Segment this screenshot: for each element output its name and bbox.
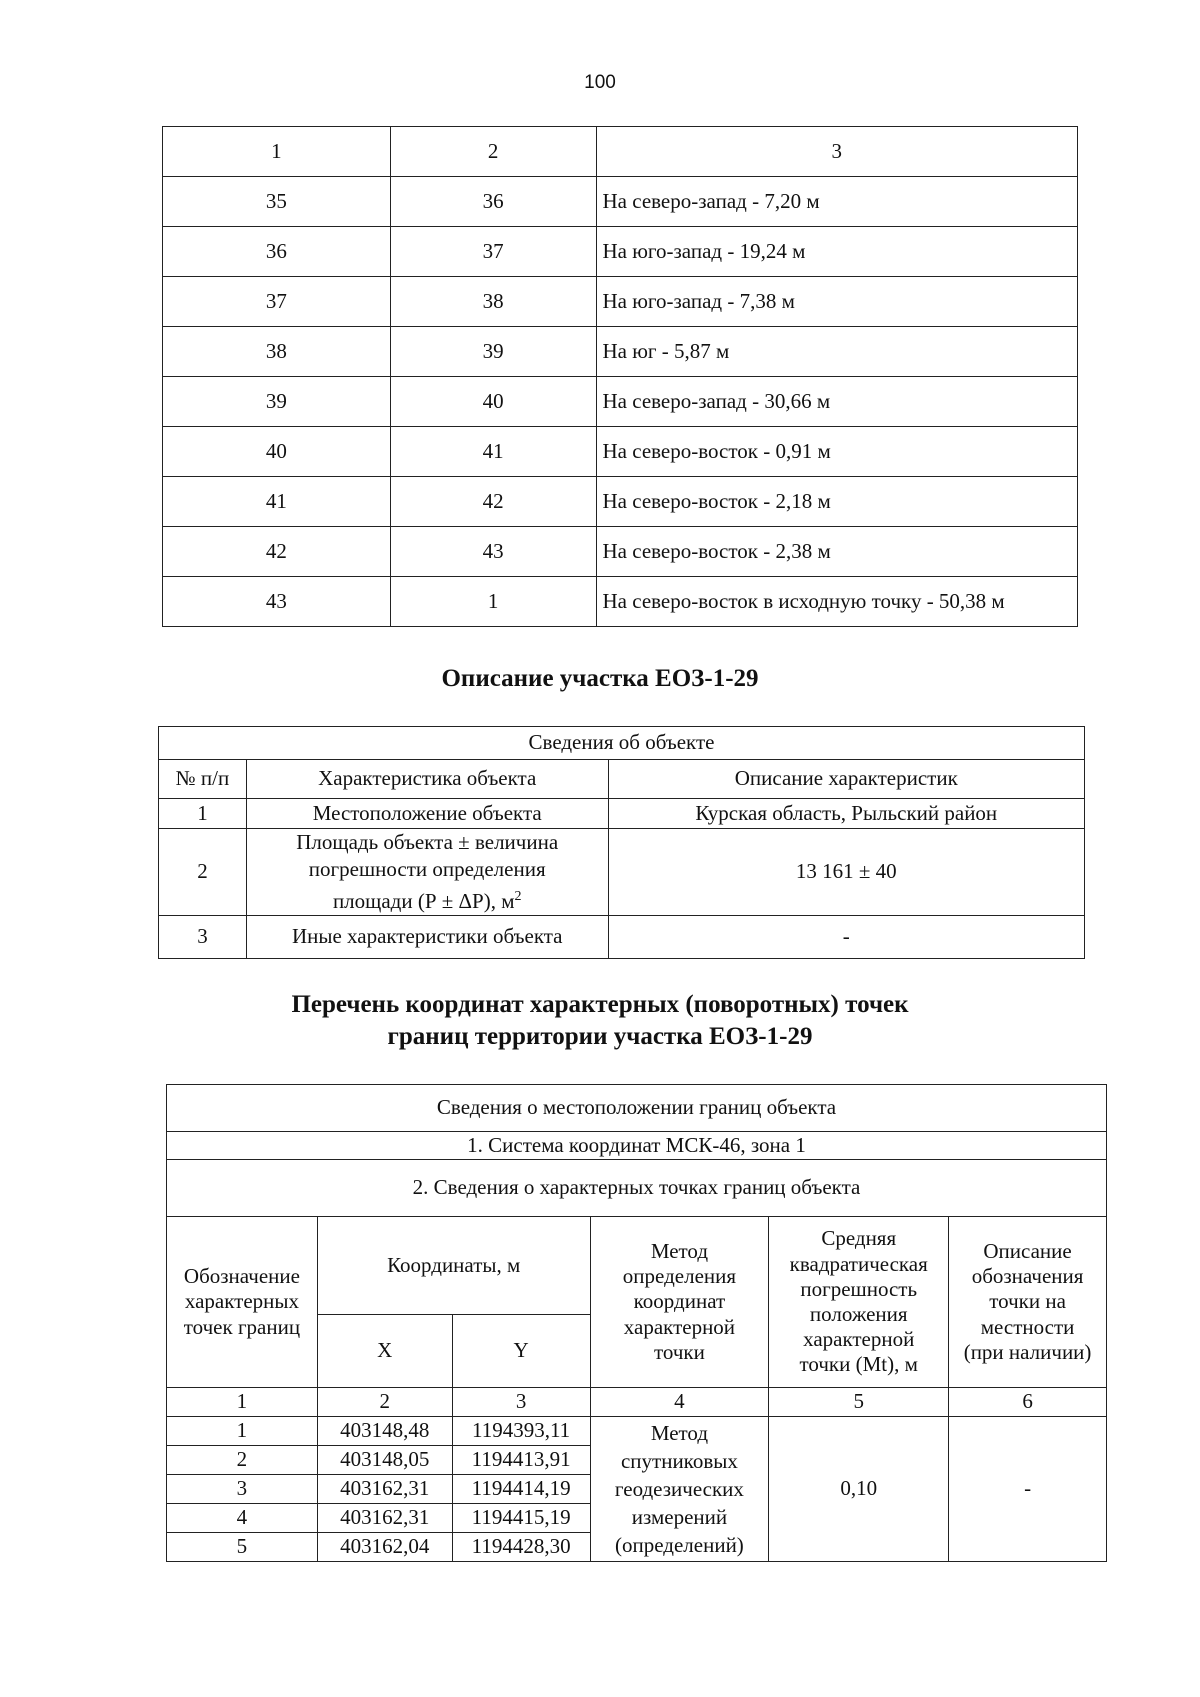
point-x: 403148,48	[317, 1417, 452, 1446]
characteristic-name: Местоположение объекта	[246, 799, 608, 829]
header-x: X	[317, 1315, 452, 1388]
column-number: 1	[167, 1388, 318, 1417]
header-line: характерной	[623, 1314, 736, 1339]
header-line: квадратическая	[789, 1251, 928, 1276]
point-y: 1194414,19	[452, 1475, 590, 1504]
header-description: Описание характеристик	[608, 760, 1084, 799]
column-number: 2	[317, 1388, 452, 1417]
table-row	[163, 377, 1078, 427]
column-number: 2	[390, 127, 596, 177]
to-point: 1	[390, 577, 596, 627]
row-number: 3	[159, 916, 247, 959]
to-point: 43	[390, 527, 596, 577]
title-line: границ территории участка ЕОЗ-1-29	[387, 1023, 813, 1050]
point-id: 4	[167, 1504, 318, 1533]
header-line: положения	[809, 1302, 908, 1326]
method-line: Метод	[650, 1421, 709, 1445]
from-point: 41	[163, 477, 391, 527]
table-row	[163, 477, 1078, 527]
point-id: 1	[167, 1417, 318, 1446]
table-caption-row	[159, 727, 1085, 760]
superscript: 2	[514, 889, 522, 904]
section-title-description: Описание участка ЕОЗ-1-29	[441, 665, 759, 692]
segment-description: На северо-восток - 2,38 м	[596, 527, 1078, 577]
table-row	[163, 577, 1078, 627]
header-y: Y	[452, 1315, 590, 1388]
from-point: 36	[163, 227, 391, 277]
from-point: 37	[163, 277, 391, 327]
coordinate-system: 1. Система координат МСК-46, зона 1	[167, 1132, 1107, 1160]
column-number: 4	[590, 1388, 769, 1417]
header-line: (при наличии)	[963, 1339, 1092, 1364]
from-point: 40	[163, 427, 391, 477]
table-row	[163, 227, 1078, 277]
object-info-table	[158, 726, 1085, 959]
point-id: 2	[167, 1446, 318, 1475]
method-line: (определений)	[615, 1533, 744, 1557]
point-y: 1194413,91	[452, 1446, 590, 1475]
segment-description: На северо-запад - 7,20 м	[596, 177, 1078, 227]
header-method	[590, 1217, 769, 1388]
name-line	[253, 883, 602, 915]
from-point: 43	[163, 577, 391, 627]
from-point: 39	[163, 377, 391, 427]
coordinates-table	[166, 1084, 1107, 1562]
row-number: 2	[159, 829, 247, 916]
to-point: 37	[390, 227, 596, 277]
header-line: координат	[633, 1289, 726, 1314]
column-number: 5	[769, 1388, 949, 1417]
from-point: 38	[163, 327, 391, 377]
point-x: 403162,31	[317, 1475, 452, 1504]
segment-description: На юго-запад - 19,24 м	[596, 227, 1078, 277]
table-row	[167, 1417, 1107, 1446]
table-row	[163, 277, 1078, 327]
header-characteristic: Характеристика объекта	[246, 760, 608, 799]
method-value	[590, 1417, 769, 1562]
page-number: 100	[584, 72, 616, 93]
segment-description: На юго-запад - 7,38 м	[596, 277, 1078, 327]
segment-description: На юг - 5,87 м	[596, 327, 1078, 377]
table-row	[163, 327, 1078, 377]
method-line: измерений	[631, 1505, 728, 1529]
table-caption: Сведения об объекте	[159, 727, 1085, 760]
to-point: 36	[390, 177, 596, 227]
to-point: 39	[390, 327, 596, 377]
name-text: площади (Р ± ΔР), м	[332, 889, 515, 913]
header-line: местности	[980, 1314, 1075, 1339]
row-number: 1	[159, 799, 247, 829]
table-header-row	[167, 1217, 1107, 1315]
header-line: точки (Mt), м	[799, 1352, 918, 1377]
to-point: 42	[390, 477, 596, 527]
section-title-coordinates	[0, 989, 1200, 1053]
header-line: Описание	[983, 1239, 1072, 1264]
point-y: 1194393,11	[452, 1417, 590, 1446]
segment-description: На северо-запад - 30,66 м	[596, 377, 1078, 427]
table-row	[159, 799, 1085, 829]
table-header-row	[159, 760, 1085, 799]
table-caption: Сведения о местоположении границ объекта	[167, 1085, 1107, 1132]
table-row	[163, 177, 1078, 227]
table-caption-row	[167, 1085, 1107, 1132]
column-number: 1	[163, 127, 391, 177]
point-x: 403162,31	[317, 1504, 452, 1533]
segment-description: На северо-восток - 2,18 м	[596, 477, 1078, 527]
column-number: 6	[949, 1388, 1107, 1417]
header-line: характерной	[803, 1327, 915, 1352]
to-point: 40	[390, 377, 596, 427]
name-line: Площадь объекта ± величина	[296, 830, 559, 854]
header-designation	[167, 1217, 318, 1388]
header-line: определения	[622, 1264, 737, 1289]
from-point: 42	[163, 527, 391, 577]
header-line: Обозначение	[183, 1264, 300, 1289]
point-y: 1194428,30	[452, 1533, 590, 1562]
header-number: № п/п	[159, 760, 247, 799]
header-line: Средняя	[821, 1226, 897, 1251]
name-line: погрешности определения	[308, 857, 546, 881]
characteristic-name	[246, 829, 608, 916]
description-value: -	[949, 1417, 1107, 1562]
point-y: 1194415,19	[452, 1504, 590, 1533]
header-line: обозначения	[971, 1264, 1084, 1289]
characteristic-value: 13 161 ± 40	[608, 829, 1084, 916]
header-error	[769, 1217, 949, 1388]
header-line: погрешность	[800, 1276, 918, 1301]
error-value: 0,10	[769, 1417, 949, 1562]
segment-description: На северо-восток в исходную точку - 50,38 м	[596, 577, 1078, 627]
characteristic-name: Иные характеристики объекта	[246, 916, 608, 959]
table-header-row	[163, 127, 1078, 177]
points-caption: 2. Сведения о характерных точках границ объекта	[167, 1160, 1107, 1217]
table-row	[159, 916, 1085, 959]
point-x: 403162,04	[317, 1533, 452, 1562]
header-coordinates: Координаты, м	[317, 1217, 590, 1315]
header-line: точек границ	[183, 1314, 301, 1339]
point-id: 5	[167, 1533, 318, 1562]
coordinate-system-row	[167, 1132, 1107, 1160]
column-number: 3	[452, 1388, 590, 1417]
to-point: 41	[390, 427, 596, 477]
points-caption-row	[167, 1160, 1107, 1217]
table-row	[163, 427, 1078, 477]
point-x: 403148,05	[317, 1446, 452, 1475]
from-point: 35	[163, 177, 391, 227]
method-line: спутниковых	[620, 1449, 738, 1473]
header-point-description	[949, 1217, 1107, 1388]
column-number: 3	[596, 127, 1078, 177]
header-line: характерных	[184, 1289, 299, 1314]
characteristic-value: -	[608, 916, 1084, 959]
table-row	[163, 527, 1078, 577]
table-row	[159, 829, 1085, 916]
header-line: Метод	[650, 1239, 709, 1264]
segment-description: На северо-восток - 0,91 м	[596, 427, 1078, 477]
boundary-segments-table	[162, 126, 1078, 627]
to-point: 38	[390, 277, 596, 327]
header-line: точки на	[989, 1289, 1066, 1314]
characteristic-value: Курская область, Рыльский район	[608, 799, 1084, 829]
title-line: Перечень координат характерных (поворотных) точек	[291, 991, 909, 1018]
column-numbers-row	[167, 1388, 1107, 1417]
point-id: 3	[167, 1475, 318, 1504]
header-line: точки	[653, 1339, 705, 1364]
method-line: геодезических	[614, 1477, 744, 1501]
